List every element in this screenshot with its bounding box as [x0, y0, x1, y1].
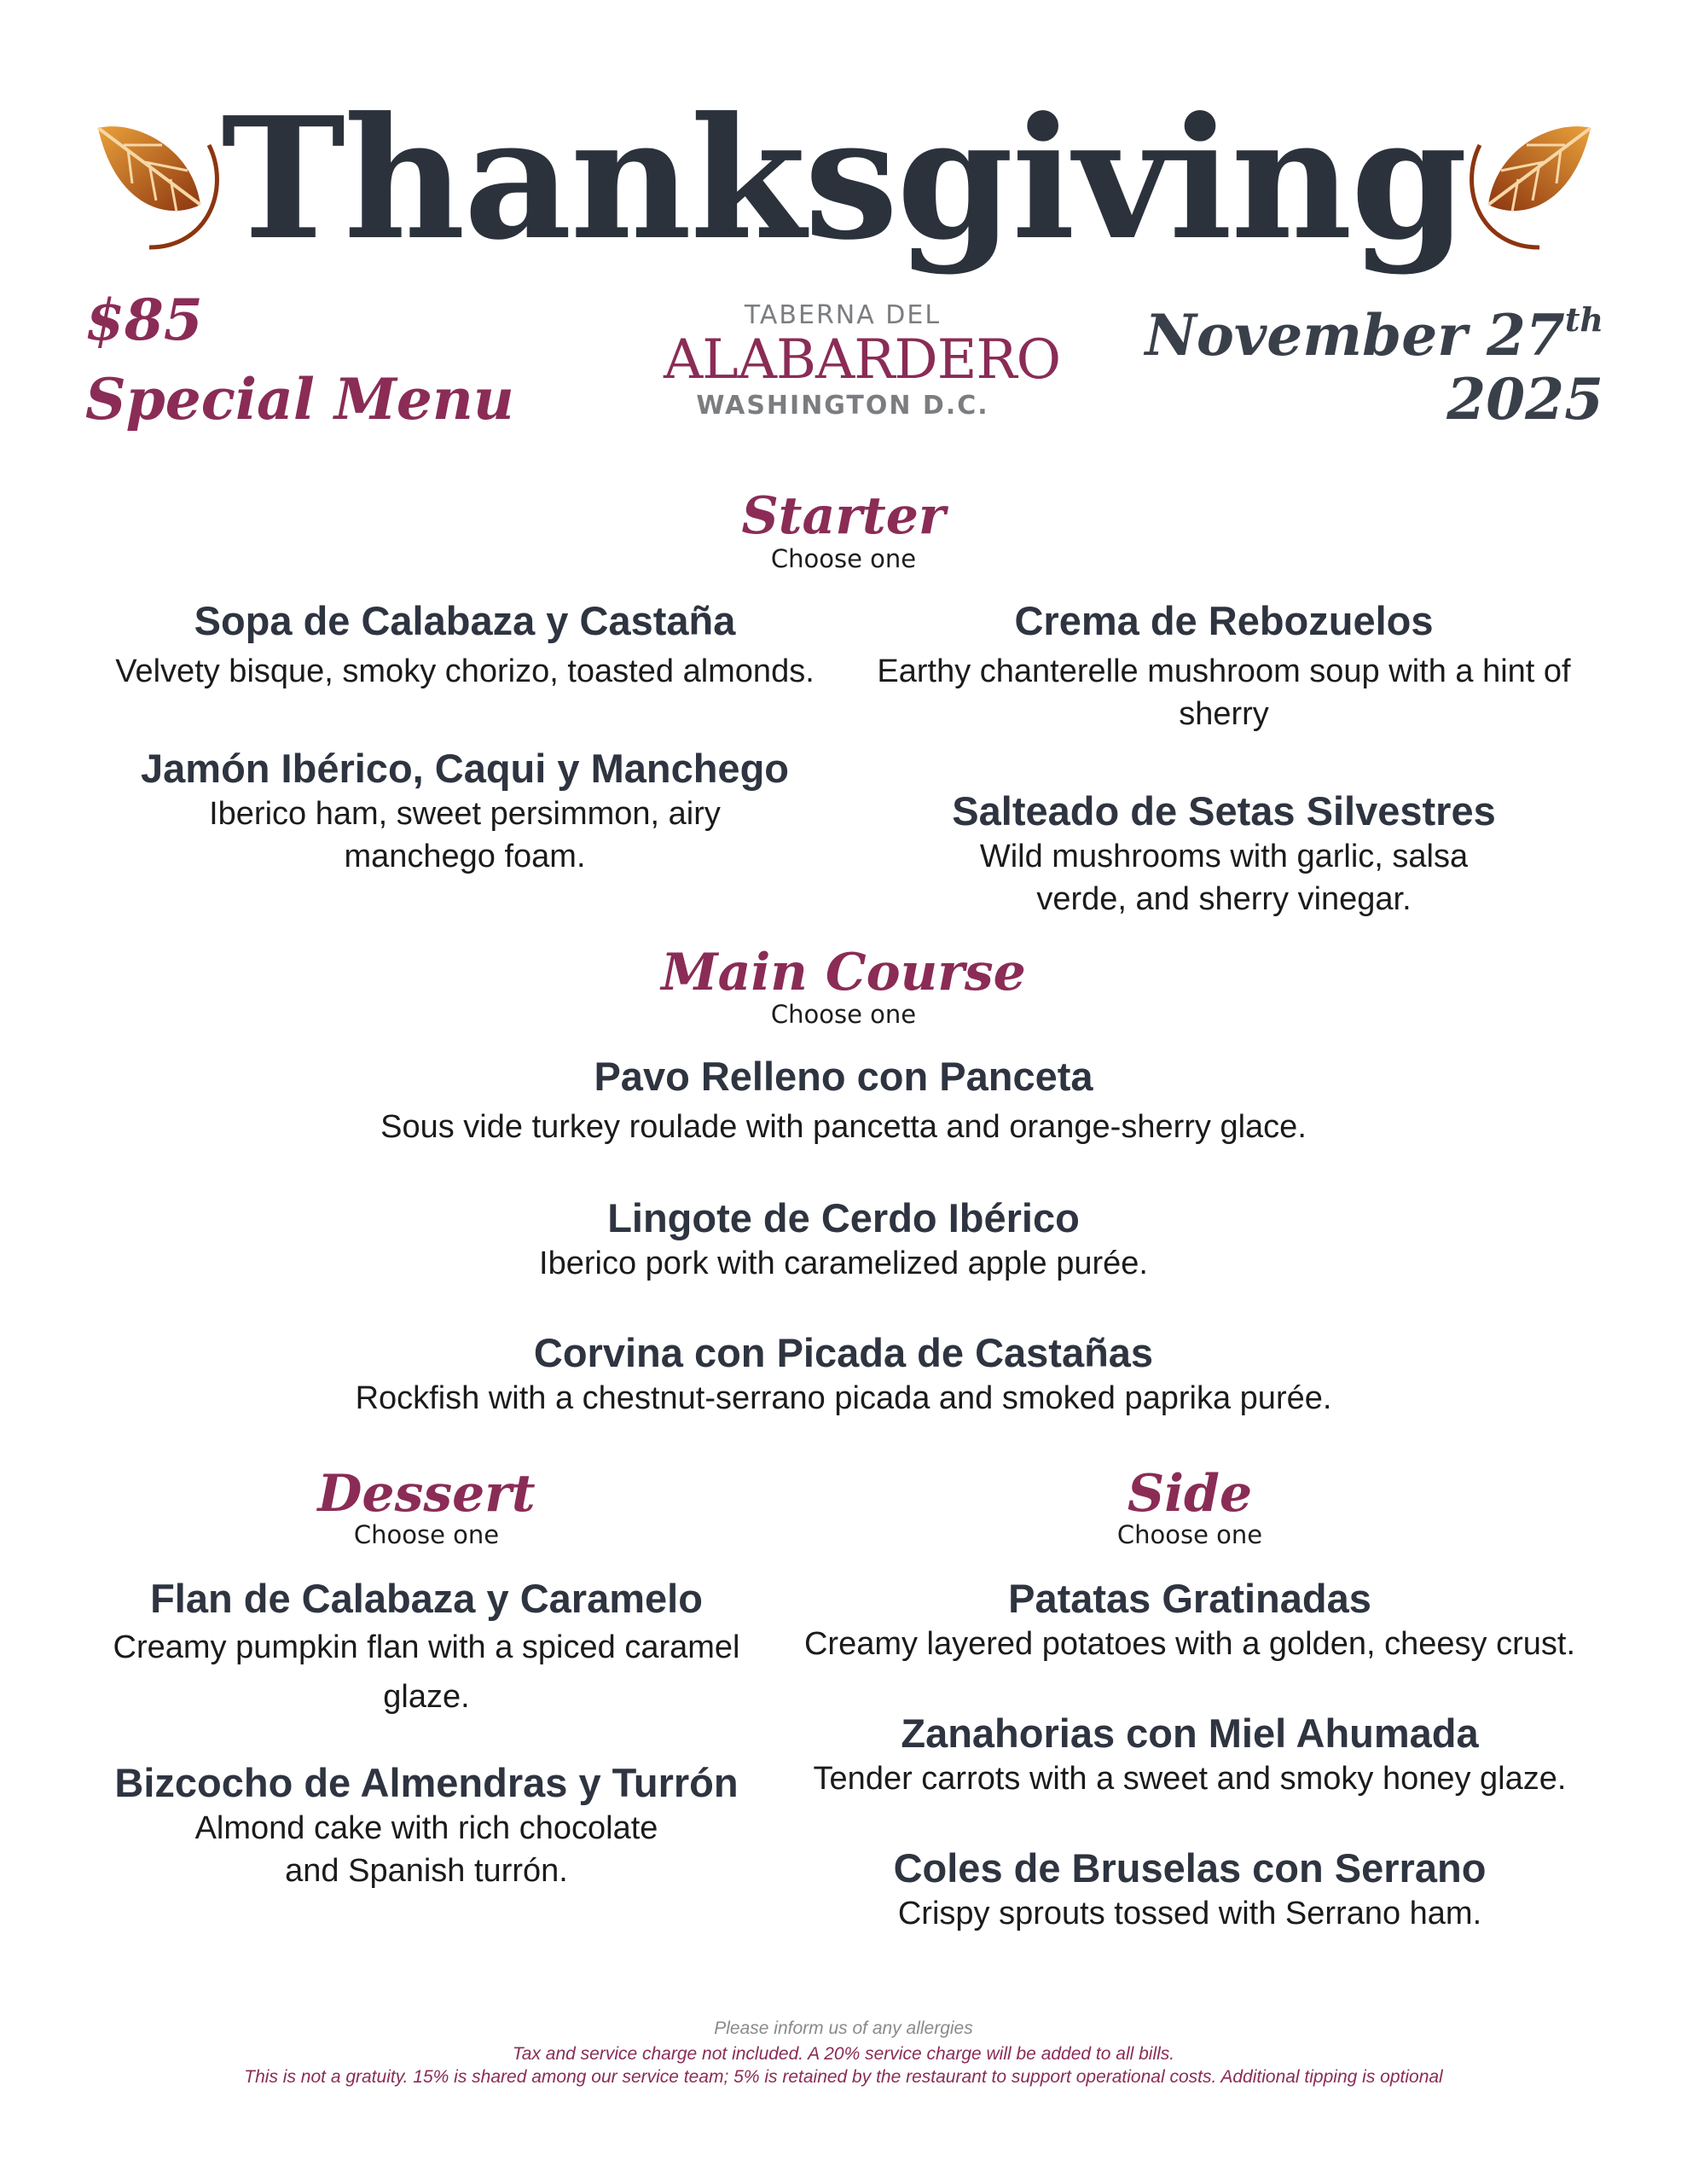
menu-item [81, 1759, 772, 1892]
dish-name: Bizcocho de Almendras y Turrón [114, 1760, 739, 1805]
dish-name: Lingote de Cerdo Ibérico [607, 1195, 1080, 1240]
event-year: 2025 [1446, 366, 1603, 433]
dish-name: Crema de Rebozuelos [1014, 598, 1434, 643]
main-course-title: Main Course [661, 943, 1026, 1002]
dish-name: Salteado de Setas Silvestres [952, 788, 1496, 834]
allergy-note: Please inform us of any allergies [714, 2018, 973, 2038]
menu-item [0, 1194, 1687, 1285]
dish-description: Crispy sprouts tossed with Serrano ham. [897, 1896, 1482, 1931]
logo-bottom-text: WASHINGTON D.C. [696, 391, 989, 421]
menu-item [772, 1710, 1608, 1800]
logo-top-text: TABERNA DEL [744, 300, 942, 330]
dish-name: Sopa de Calabaza y Castaña [194, 598, 736, 643]
dish-description: Tender carrots with a sweet and smoky honey glaze. [813, 1761, 1567, 1797]
dish-description: Creamy pumpkin flan with a spiced caramel glaze. [113, 1629, 740, 1715]
price: $85 [85, 287, 203, 353]
dish-description: Rockfish with a chestnut-serrano picada and smoked paprika purée. [355, 1380, 1332, 1416]
dish-description: Almond cake with rich chocolate and Spanish turrón. [194, 1810, 658, 1889]
dish-name: Patatas Gratinadas [1008, 1576, 1371, 1621]
event-date: November 27th [1145, 300, 1603, 369]
dish-description: Wild mushrooms with garlic, salsa verde, and sherry vinegar. [979, 839, 1469, 917]
dish-name: Coles de Bruselas con Serrano [893, 1845, 1487, 1891]
tax-note: Tax and service charge not included. A 20% service charge will be added to all bills. [512, 2044, 1175, 2064]
menu-item [81, 1575, 772, 1722]
menu-item [81, 745, 849, 878]
menu-item [0, 1053, 1687, 1148]
menu-subtitle: Special Menu [85, 366, 514, 433]
dessert-title: Dessert [317, 1464, 536, 1524]
menu-item [81, 597, 849, 693]
dish-description: Earthy chanterelle mushroom soup with a hint of sherry [877, 653, 1571, 732]
menu-item [772, 1844, 1608, 1935]
dish-name: Jamón Ibérico, Caqui y Manchego [141, 746, 789, 791]
dish-name: Corvina con Picada de Castañas [533, 1330, 1154, 1375]
starter-title: Starter [741, 486, 946, 546]
gratuity-note: This is not a gratuity. 15% is shared among our service team; 5% is retained by the restaurant to support operational costs. Additional tipping is optional [244, 2067, 1443, 2087]
dish-description: Creamy layered potatoes with a golden, cheesy crust. [803, 1626, 1576, 1662]
dish-name: Zanahorias con Miel Ahumada [901, 1711, 1479, 1756]
dish-description: Iberico ham, sweet persimmon, airy manchego foam. [209, 796, 721, 874]
dish-description: Iberico pork with caramelized apple purée. [539, 1246, 1148, 1281]
starter-instruction: Choose one [770, 544, 917, 573]
page-title: Thanksgiving [221, 81, 1466, 277]
dish-name: Flan de Calabaza y Caramelo [150, 1576, 703, 1621]
logo-main-text: ALABARDERO [664, 328, 1061, 392]
menu-item [849, 597, 1599, 735]
dish-name: Pavo Relleno con Panceta [594, 1054, 1093, 1099]
dish-description: Sous vide turkey roulade with pancetta and orange-sherry glace. [380, 1109, 1307, 1145]
menu-item [772, 1575, 1608, 1665]
menu-item [0, 1329, 1687, 1420]
side-title: Side [1127, 1464, 1253, 1524]
dish-description: Velvety bisque, smoky chorizo, toasted almonds. [115, 653, 815, 689]
dessert-instruction: Choose one [353, 1520, 500, 1549]
menu-item [849, 787, 1599, 921]
main-course-instruction: Choose one [770, 1000, 917, 1029]
side-instruction: Choose one [1116, 1520, 1263, 1549]
